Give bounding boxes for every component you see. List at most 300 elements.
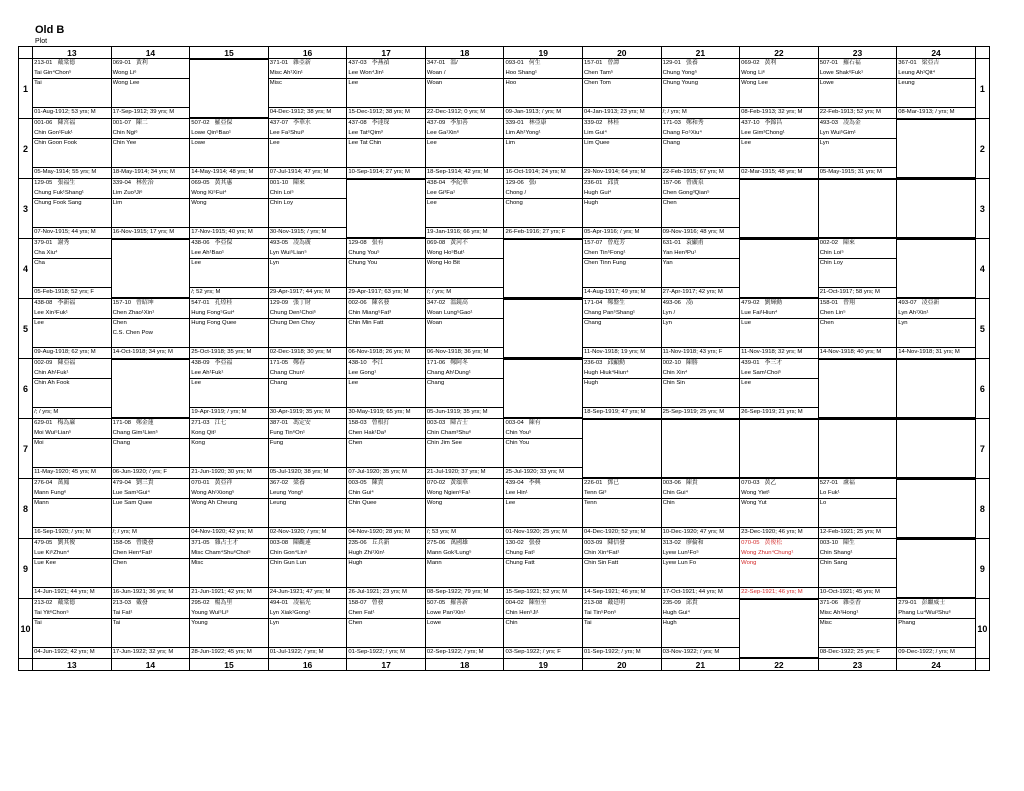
extra-note: [741, 569, 817, 579]
romanized-name: Lim Zuo³Ji⁶: [112, 189, 190, 200]
extra-note: [427, 569, 503, 579]
extra-note: [270, 449, 346, 459]
row-number-right: 8: [975, 479, 989, 539]
surname: Phang: [898, 620, 916, 627]
plot-cell: [897, 179, 976, 239]
column-header: 14: [111, 47, 190, 59]
burial-date: 11-Nov-1918; 32 yrs; M: [740, 347, 818, 358]
plot-code: 339-02: [584, 120, 603, 126]
extra-note: [270, 629, 346, 639]
plot-cell: [504, 419, 583, 479]
burial-date: 26-Sep-1919; 21 yrs; M: [740, 407, 818, 418]
burial-date: [819, 417, 897, 418]
romanized-name: Wong Ki⁵Fui⁴: [190, 189, 268, 200]
plot-code: 003-03: [426, 420, 446, 426]
chinese-name: 曾翔: [843, 300, 855, 306]
surname: Chin Ah Fook: [34, 380, 70, 387]
extra-note: [741, 420, 817, 430]
surname: Lim: [112, 200, 123, 207]
romanized-name: Chang Gim¹Lien⁵: [112, 429, 190, 440]
burial-date: 18-May-1914; 34 yrs; M: [112, 167, 190, 178]
romanized-name: Lyn Wui⁵Gim¹: [819, 129, 897, 140]
romanized-name: Chung Den¹Choi⁵: [269, 309, 347, 320]
extra-note: [348, 89, 424, 99]
plot-cell: [425, 179, 504, 239]
romanized-name: Lee Ah¹Bao¹: [190, 249, 268, 260]
romanized-name: Chen Zhao¹Xin¹: [112, 309, 190, 320]
extra-note: [113, 569, 189, 579]
chinese-name: 凌/: [685, 300, 694, 306]
plot-cell: [818, 539, 897, 599]
plot-cell: [661, 359, 740, 419]
surname: Wong: [741, 560, 757, 567]
plot-code: 347-01: [426, 60, 446, 66]
chinese-name: 鄧已: [607, 480, 620, 486]
romanized-name: Lee Ga¹Xin⁶: [426, 129, 504, 140]
plot-cell: [425, 479, 504, 539]
extra-note: [663, 149, 739, 159]
plot-code: 070-03: [741, 480, 760, 486]
surname: Chin Gun Lun: [269, 560, 307, 567]
plot-cell: [111, 419, 190, 479]
romanized-name: Chen Hen⁴Fat¹: [112, 549, 190, 560]
surname: Lue: [741, 320, 751, 327]
surname: Lyn: [269, 260, 280, 267]
chinese-name: 袁顯甫: [685, 240, 704, 246]
plot-cell: [425, 419, 504, 479]
extra-note: [741, 329, 817, 339]
romanized-name: Tai Yit⁶Chon⁵: [33, 609, 111, 620]
chinese-name: 丘兵新: [371, 540, 390, 546]
row-number-left: 2: [19, 119, 33, 179]
chinese-name: 戴棠德: [57, 600, 76, 606]
row-number-right: 4: [975, 239, 989, 299]
surname: Chung Fatt: [505, 560, 535, 567]
chinese-name: 廖倫和: [685, 540, 704, 546]
plot-cell: [740, 239, 819, 299]
plot-cell: [897, 419, 976, 479]
chinese-name: 張福生: [57, 180, 76, 186]
surname: Hugh: [584, 200, 599, 207]
plot-code: 479-04: [112, 480, 131, 486]
surname: Chang: [426, 380, 445, 387]
romanized-name: Wong Ah¹Xiong⁵: [190, 489, 268, 500]
surname: Tai: [584, 620, 592, 627]
surname: Chen: [662, 200, 677, 207]
plot-cell: [33, 479, 112, 539]
chinese-name: 梁亞吉: [921, 60, 940, 66]
chinese-name: 黃其惠: [214, 180, 233, 186]
burial-date: [740, 477, 818, 478]
plot-cell: [504, 599, 583, 659]
column-header: 19: [504, 659, 583, 671]
column-header: 21: [661, 47, 740, 59]
extra-note: [820, 360, 896, 370]
romanized-name: Chin Shang¹: [819, 549, 897, 560]
extra-note: [741, 389, 817, 399]
surname: Chen: [819, 320, 834, 327]
chinese-name: 黃亞祥: [214, 480, 233, 486]
surname: Wong Lee: [741, 80, 768, 87]
chinese-name: 凌為廣: [293, 240, 311, 246]
romanized-name: Lyn Wui⁵Lian⁵: [269, 249, 347, 260]
plot-cell: [33, 299, 112, 359]
plot-cell: [190, 239, 269, 299]
plot-code: 271-03: [191, 420, 210, 426]
chinese-name: 黃乙: [764, 480, 777, 486]
plot-cell: [897, 239, 976, 299]
extra-note: [584, 89, 660, 99]
romanized-name: Chang Ah¹Dung¹: [426, 369, 504, 380]
burial-date: 03-Nov-1922; / yrs; M: [662, 647, 740, 658]
extra-note: [427, 269, 503, 279]
plot-cell: [661, 479, 740, 539]
corner-cell: [975, 659, 989, 671]
extra-note: [741, 600, 817, 610]
plot-code: 093-01: [505, 60, 524, 66]
extra-note: [270, 89, 346, 99]
chinese-name: 楊為里: [214, 600, 233, 606]
plot-cell: [190, 599, 269, 659]
romanized-name: Lowe Qin⁵Bao¹: [190, 129, 268, 140]
row-number-right: 5: [975, 299, 989, 359]
extra-note: [34, 509, 110, 519]
plot-code: 339-01: [505, 120, 524, 126]
burial-date: 01-Sep-1922; / yrs; M: [347, 647, 425, 658]
column-header: 17: [347, 47, 426, 59]
romanized-name: Lowe Shak⁶Fuk¹: [819, 69, 897, 80]
extra-note: [898, 420, 974, 430]
extra-note: [584, 209, 660, 219]
row-number-left: 4: [19, 239, 33, 299]
chinese-name: 羅亞保: [214, 120, 233, 126]
plot-row: [19, 119, 990, 179]
extra-note: [270, 389, 346, 399]
burial-date: [740, 297, 818, 298]
romanized-name: Lee Xin¹Fuk¹: [33, 309, 111, 320]
column-header: 22: [740, 659, 819, 671]
top-column-header-row: [19, 47, 990, 59]
chinese-name: 陳占士: [450, 420, 468, 426]
chinese-name: 劉三貴: [136, 480, 154, 486]
plot-code: 130-02: [505, 540, 524, 546]
burial-date: [819, 237, 897, 238]
extra-note: [113, 629, 189, 639]
surname: Lyn: [898, 320, 908, 327]
romanized-name: Chang Pan⁵Shang¹: [583, 309, 661, 320]
column-header: 24: [897, 659, 976, 671]
burial-date: 05-Jul-1920; 38 yrs; M: [269, 467, 347, 478]
plot-cell: [818, 299, 897, 359]
romanized-name: Misc Cham⁴Shu⁶Choi⁵: [190, 549, 268, 560]
extra-note: [663, 389, 739, 399]
surname: Lee: [348, 80, 359, 87]
romanized-name: Chen Tam⁵: [583, 69, 661, 80]
surname: Chen: [112, 560, 127, 567]
burial-date: 05-Jun-1919; 35 yrs; M: [426, 407, 504, 418]
chinese-name: 陳信發: [607, 540, 626, 546]
plot-code: 437-07: [269, 120, 289, 126]
plot-code: 438-06: [191, 240, 210, 246]
chinese-name: 溫/: [450, 60, 458, 66]
romanized-name: Moi Wui⁵Lian⁵: [33, 429, 111, 440]
document-title: Old B: [35, 24, 65, 36]
extra-note: [113, 240, 189, 250]
extra-note: [427, 509, 503, 519]
extra-note: [898, 240, 974, 250]
chinese-name: 謝秀: [57, 240, 70, 246]
plot-code: 003-08: [269, 540, 289, 546]
plot-code: 213-08: [584, 600, 603, 606]
plot-code: 001-10: [269, 180, 289, 186]
plot-cell: [897, 539, 976, 599]
extra-note: [427, 449, 503, 459]
plot-cell: [897, 299, 976, 359]
surname: Lue Kee: [34, 560, 57, 567]
surname: Lee: [741, 380, 751, 387]
extra-note: [505, 209, 581, 219]
chinese-name: 陳宮福: [57, 120, 76, 126]
plot-code: 001-07: [112, 120, 131, 126]
column-header: 13: [33, 47, 112, 59]
surname: Hung Fong Quee: [191, 320, 237, 327]
plot-cell: [425, 119, 504, 179]
surname: Tai: [112, 620, 121, 627]
plot-code: 438-10: [348, 360, 367, 366]
surname: Woan: [426, 80, 443, 87]
plot-cell: [425, 299, 504, 359]
chinese-name: 張/: [528, 180, 537, 186]
plot-cell: [347, 359, 426, 419]
surname: Chin: [505, 620, 518, 627]
burial-date: 01-Aug-1912; 53 yrs; M: [33, 107, 111, 118]
romanized-name: Tai Fat¹: [112, 609, 190, 620]
chinese-name: 戴棠德: [57, 60, 76, 66]
romanized-name: Phang Lu⁴Wui¹Shu⁶: [897, 609, 975, 620]
chinese-name: 陳貴: [685, 480, 698, 486]
romanized-name: Lyn /: [662, 309, 740, 320]
romanized-name: Chen Lin⁵: [819, 309, 897, 320]
plot-code: 171-06: [426, 360, 446, 366]
romanized-name: Chen Fat¹: [347, 609, 425, 620]
surname: Fung: [269, 440, 284, 447]
burial-date: [504, 357, 582, 358]
burial-date: 01-Nov-1920; 25 yrs; M: [504, 527, 582, 538]
extra-note: [898, 180, 974, 190]
plot-cell: [425, 59, 504, 119]
column-header: 18: [425, 47, 504, 59]
extra-note: [34, 389, 110, 399]
burial-date: 02-Nov-1920; / yrs; M: [269, 527, 347, 538]
burial-date: 09-Aug-1918; 62 yrs; M: [33, 347, 111, 358]
surname: Lyn: [819, 140, 829, 147]
plot-cell: [818, 599, 897, 659]
extra-note: [584, 149, 660, 159]
burial-date: 29-Apr-1917; 44 yrs; M: [269, 287, 347, 298]
chinese-name: 張丁財: [293, 300, 311, 306]
burial-date: 06-Nov-1918; 26 yrs; M: [347, 347, 425, 358]
chinese-name: 李紀華: [450, 180, 468, 186]
column-header: 15: [190, 47, 269, 59]
plot-cell: [504, 539, 583, 599]
romanized-name: Hugh Gui⁴: [662, 609, 740, 620]
surname: Misc: [819, 620, 832, 627]
extra-note: [270, 329, 346, 339]
surname: Chen Tom: [584, 80, 611, 87]
chinese-name: 陳觀連: [293, 540, 311, 546]
plot-cell: [897, 599, 976, 659]
plot-cell: [190, 179, 269, 239]
plot-code: 367-02: [269, 480, 289, 486]
romanized-name: Chin Ngi⁶: [112, 129, 190, 140]
plot-cell: [661, 239, 740, 299]
surname: Hoo: [505, 80, 517, 87]
extra-note: [584, 269, 660, 279]
burial-date: 04-Dec-1920; 52 yrs; M: [583, 527, 661, 538]
chinese-name: 李錦昌: [764, 120, 783, 126]
surname: Lee: [269, 140, 280, 147]
romanized-name: Chin You⁵: [504, 429, 582, 440]
extra-note: [820, 569, 896, 579]
column-header: 16: [268, 659, 347, 671]
extra-note: [505, 149, 581, 159]
extra-note: [898, 120, 974, 130]
plot-code: 439-04: [505, 480, 524, 486]
plot-code: 157-06: [662, 180, 681, 186]
surname: Young: [191, 620, 208, 627]
column-header: 13: [33, 659, 112, 671]
surname: Lee: [191, 260, 202, 267]
surname: Lee: [426, 140, 437, 147]
surname: Chen: [348, 620, 363, 627]
surname: Chung You: [348, 260, 378, 267]
burial-date: 03-Sep-1922; / yrs; F: [504, 647, 582, 658]
burial-date: 21-Oct-1917; 58 yrs; M: [819, 287, 897, 298]
romanized-name: Lee Fa¹Shui³: [269, 129, 347, 140]
column-header: 16: [268, 47, 347, 59]
burial-date: 26-Jul-1921; 23 yrs; M: [347, 587, 425, 598]
chinese-name: 曾昭坤: [136, 300, 154, 306]
chinese-name: 陳恒至: [528, 600, 547, 606]
extra-note: [663, 329, 739, 339]
surname: Leung: [898, 80, 915, 87]
plot-code: 479-02: [741, 300, 760, 306]
chinese-name: 陳生: [843, 540, 855, 546]
row-number-left: 3: [19, 179, 33, 239]
plot-code: 631-01: [662, 240, 681, 246]
plot-cell: [897, 59, 976, 119]
plot-cell: [268, 359, 347, 419]
plot-cell: [33, 179, 112, 239]
surname: Lim: [505, 140, 515, 147]
burial-date: 25-Sep-1919; 25 yrs; M: [662, 407, 740, 418]
surname: Chin Min Fatt: [348, 320, 384, 327]
burial-date: 17-Nov-1915; 40 yrs; M: [190, 227, 268, 238]
extra-note: [191, 60, 267, 70]
plot-cell: [818, 179, 897, 239]
chinese-name: 李江: [371, 360, 384, 366]
plot-code: 235-06: [348, 540, 367, 546]
plot-cell: [190, 419, 269, 479]
surname: Chen Tinn Fung: [584, 260, 626, 267]
plot-row: [19, 359, 990, 419]
extra-note: [505, 300, 581, 310]
extra-note: [427, 89, 503, 99]
surname: Chung Fook Sang: [34, 200, 82, 207]
burial-date: 25-Oct-1918; 35 yrs; M: [190, 347, 268, 358]
extra-note: [348, 329, 424, 339]
plot-cell: [583, 479, 662, 539]
plot-cell: [268, 239, 347, 299]
burial-date: 04-Nov-1920; 42 yrs; M: [190, 527, 268, 538]
surname: Leung: [269, 500, 287, 507]
romanized-name: Lowe Pan¹Xin¹: [426, 609, 504, 620]
chinese-name: 溫鏡高: [450, 300, 468, 306]
romanized-name: Wong Yiet¹: [740, 489, 818, 500]
corner-cell: [19, 659, 33, 671]
column-header: 18: [425, 659, 504, 671]
extra-note: [427, 629, 503, 639]
surname: Woan: [426, 320, 443, 327]
chinese-name: 黃頌華: [450, 480, 468, 486]
surname: Mann: [34, 500, 49, 507]
extra-note: [663, 89, 739, 99]
corner-cell: [19, 47, 33, 59]
plot-code: 069-05: [191, 180, 210, 186]
plot-cell: [661, 119, 740, 179]
chinese-name: 萬鳳: [57, 480, 70, 486]
plot-cell: [897, 119, 976, 179]
plot-code: 213-02: [34, 600, 53, 606]
plot-cell: [268, 479, 347, 539]
chinese-name: 李達琛: [371, 120, 390, 126]
chinese-name: 何生: [528, 60, 541, 66]
chinese-name: 陳來: [293, 180, 305, 186]
plot-cell: [740, 179, 819, 239]
chinese-name: 鄭金蓮: [136, 420, 154, 426]
romanized-name: Chin Cham³Shu⁶: [426, 429, 504, 440]
plot-cell: [425, 359, 504, 419]
burial-date: [897, 597, 975, 598]
surname: Lee: [741, 140, 751, 147]
plot-code: 158-07: [348, 600, 367, 606]
plot-cell: [818, 119, 897, 179]
extra-note: [663, 629, 739, 639]
plot-cell: [818, 419, 897, 479]
romanized-name: Chin Xin⁴: [662, 369, 740, 380]
plot-code: 171-05: [269, 360, 289, 366]
plot-cell: [661, 179, 740, 239]
romanized-name: Chen Hak¹Da³: [347, 429, 425, 440]
document-subtitle: Plot: [35, 38, 48, 45]
extra-note: [348, 509, 424, 519]
plot-row: [19, 539, 990, 599]
chinese-name: 李加善: [450, 120, 468, 126]
plot-code: 003-10: [819, 540, 839, 546]
extra-note: C.S. Chen Pow: [112, 329, 153, 336]
column-header: 23: [818, 659, 897, 671]
column-header: 17: [347, 659, 426, 671]
plot-code: 004-02: [505, 600, 524, 606]
burial-date: 09-Dec-1922; / yrs; M: [897, 647, 975, 658]
plot-code: 295-02: [191, 600, 210, 606]
chinese-name: 黃俊松: [764, 540, 783, 546]
surname: Chang: [662, 140, 680, 147]
chinese-name: 萬國雄: [450, 540, 468, 546]
burial-date: 18-Sep-1914; 42 yrs; M: [426, 167, 504, 178]
plot-cell: [347, 599, 426, 659]
plot-cell: [897, 359, 976, 419]
